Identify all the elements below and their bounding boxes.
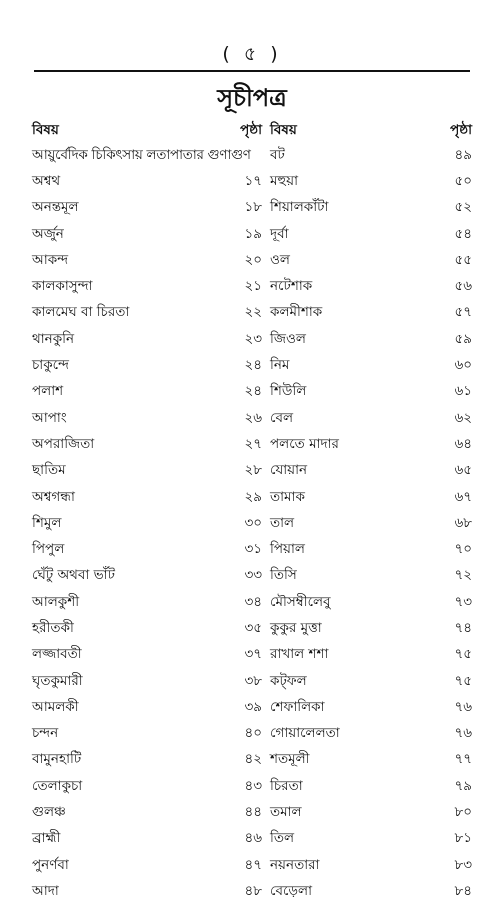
entry-name: অর্জুন <box>32 225 64 242</box>
entry-name: বেল <box>270 409 294 426</box>
entry-page: ৭৫ <box>454 672 472 689</box>
entry-name: তিসি <box>270 567 297 584</box>
entry-page: ২২ <box>244 304 262 321</box>
entry-name: আদা <box>32 882 59 899</box>
entry-page: ৪৬ <box>244 830 262 847</box>
entry-name: নিম <box>270 357 290 374</box>
entry-name: আপাং <box>32 409 67 426</box>
entry-page: ৭৫ <box>454 646 472 663</box>
header-rule <box>34 70 470 72</box>
right-column <box>270 118 472 905</box>
entry-name: পলতে মাদার <box>270 435 339 452</box>
entry-name: ব্রাহ্মী <box>32 830 61 847</box>
entry-page: ৩৭ <box>244 646 262 663</box>
entry-page: ২৭ <box>244 435 262 452</box>
entry-page: ২৪ <box>244 383 262 400</box>
contents-entry <box>32 589 264 615</box>
entry-page: ৪৩ <box>244 777 262 794</box>
entry-name: আমলকী <box>32 698 79 715</box>
entry-page: ৫৪ <box>454 225 472 242</box>
contents-entry <box>32 221 264 247</box>
entry-page: ৭৬ <box>454 725 472 742</box>
entry-page: ৩৩ <box>244 567 262 584</box>
contents-entry <box>270 379 472 405</box>
left-page-header: পৃষ্ঠা <box>240 121 262 138</box>
contents-entry <box>270 247 472 273</box>
entry-name: কালমেঘ বা চিরতা <box>32 304 130 321</box>
entry-name: কালকাসুন্দা <box>32 278 93 295</box>
entry-page: ৭২ <box>454 567 472 584</box>
entry-page: ৫৭ <box>454 304 472 321</box>
contents-entry <box>270 721 472 747</box>
contents-entry <box>32 352 264 378</box>
entry-page: ৩৪ <box>244 593 262 610</box>
entry-name: চন্দন <box>32 725 59 742</box>
right-subject-header: বিষয় <box>270 121 297 138</box>
contents-entry <box>32 878 264 904</box>
entry-page: ১৯ <box>244 225 262 242</box>
contents-entry <box>270 642 472 668</box>
entry-name: মৌসম্বীলেবু <box>270 593 331 610</box>
entry-name: জিওল <box>270 330 306 347</box>
entry-name: শিয়ালকাঁটা <box>270 199 329 216</box>
entry-page: ২৬ <box>244 409 262 426</box>
entry-page: ৭৬ <box>454 698 472 715</box>
entry-page: ৭৩ <box>454 593 472 610</box>
entry-name: নয়নতারা <box>270 856 320 873</box>
entry-name: আকন্দ <box>32 251 69 268</box>
contents-entry <box>32 458 264 484</box>
entry-page: ৪৪ <box>244 804 262 821</box>
entry-page: ৬২ <box>454 409 472 426</box>
contents-entry <box>270 431 472 457</box>
contents-entry <box>32 826 264 852</box>
entry-name: ঘেঁটু অথবা ভাঁট <box>32 567 115 584</box>
section-heading <box>32 142 264 168</box>
entry-name: পুনর্ণবা <box>32 856 69 873</box>
contents-entry <box>270 510 472 536</box>
contents-entry <box>270 773 472 799</box>
left-column <box>32 118 270 905</box>
contents-entry <box>32 694 264 720</box>
entry-page: ৩৯ <box>244 698 262 715</box>
contents-entry <box>270 852 472 878</box>
entry-name: তমাল <box>270 804 302 821</box>
entry-page: ২১ <box>244 278 262 295</box>
contents-entry <box>270 878 472 904</box>
entry-page: ৩৫ <box>244 619 262 636</box>
entry-name: পলাশ <box>32 383 64 400</box>
contents-entry <box>270 405 472 431</box>
entry-page: ২০ <box>244 251 262 268</box>
entry-name: পিপুল <box>32 541 65 558</box>
entry-page: ৬০ <box>454 357 472 374</box>
contents-entry <box>32 510 264 536</box>
entry-name: আলকুশী <box>32 593 80 610</box>
entry-name: পিয়াল <box>270 541 305 558</box>
contents-entry <box>270 273 472 299</box>
contents-entry <box>270 142 472 168</box>
entry-page: ৭৭ <box>454 751 472 768</box>
contents-entry <box>32 852 264 878</box>
entry-page: ৬৫ <box>454 462 472 479</box>
entry-name: কুকুর মুত্তা <box>270 619 322 636</box>
entry-name: তামাক <box>270 488 305 505</box>
entry-name: শিমুল <box>32 514 62 531</box>
contents-entry <box>270 615 472 641</box>
entry-name: রাখাল শশা <box>270 646 329 663</box>
contents-entry <box>270 826 472 852</box>
entry-name: শিউলি <box>270 383 307 400</box>
entry-page: ২৩ <box>244 330 262 347</box>
contents-entry <box>270 326 472 352</box>
entry-name: হরীতকী <box>32 619 74 636</box>
entry-page: ৫২ <box>454 199 472 216</box>
entry-page: ১৭ <box>244 172 262 189</box>
contents-entry <box>32 563 264 589</box>
entry-page: ৪৭ <box>244 856 262 873</box>
entry-page: ৬১ <box>454 383 472 400</box>
contents-entry <box>32 431 264 457</box>
entry-page: ৬৮ <box>454 514 472 531</box>
entry-page: ৬৪ <box>454 435 472 452</box>
entry-name: কট্‌ফল <box>270 672 307 689</box>
contents-entry <box>32 326 264 352</box>
contents-entry <box>270 668 472 694</box>
contents-entry <box>270 694 472 720</box>
contents-entry <box>32 721 264 747</box>
entry-page: ৭৪ <box>454 619 472 636</box>
entry-page: ৮৩ <box>454 856 472 873</box>
right-column-header <box>270 118 472 142</box>
entry-name: বট <box>270 146 285 163</box>
contents-entry <box>270 195 472 221</box>
entry-name: লজ্জাবতী <box>32 646 82 663</box>
contents-entry <box>270 484 472 510</box>
contents-entry <box>32 168 264 194</box>
contents-entry <box>32 273 264 299</box>
entry-name: বামুনহাটি <box>32 751 82 768</box>
section-heading-text: আয়ুর্বেদিক চিকিৎসায় লতাপাতার গুণাগুণ <box>32 146 251 163</box>
contents-entry <box>32 668 264 694</box>
entry-page: ৭০ <box>454 541 472 558</box>
contents-entry <box>270 563 472 589</box>
entry-page: ২৯ <box>244 488 262 505</box>
page-number: ( ৫ ) <box>222 43 282 65</box>
contents-entry <box>32 773 264 799</box>
contents-entry <box>270 300 472 326</box>
contents-entry <box>270 168 472 194</box>
entry-page: ৬৭ <box>454 488 472 505</box>
entry-name: গোয়ালেলতা <box>270 725 340 742</box>
contents-entry <box>270 589 472 615</box>
entry-page: ৮১ <box>454 830 472 847</box>
entry-name: মহুয়া <box>270 172 298 189</box>
entry-name: অশ্বগন্ধা <box>32 488 75 505</box>
entry-name: দূর্বা <box>270 225 289 242</box>
entry-page: ৩০ <box>244 514 262 531</box>
contents-entry <box>32 195 264 221</box>
entry-page: ৫৬ <box>454 278 472 295</box>
contents-entry <box>32 379 264 405</box>
left-column-header <box>32 118 264 142</box>
contents-entry <box>270 458 472 484</box>
contents-entry <box>32 615 264 641</box>
entry-page: ২৪ <box>244 357 262 374</box>
entry-name: শেফালিকা <box>270 698 325 715</box>
entry-page: ৪০ <box>244 725 262 742</box>
entry-name: চাকুন্দে <box>32 357 69 374</box>
contents-columns <box>32 118 472 905</box>
entry-page: ৪২ <box>244 751 262 768</box>
entry-page: ৮৪ <box>454 882 472 899</box>
entry-name: ঘৃতকুমারী <box>32 672 83 689</box>
entry-page: ৮০ <box>454 804 472 821</box>
contents-entry <box>32 247 264 273</box>
entry-page: ৪৮ <box>244 882 262 899</box>
contents-entry <box>270 536 472 562</box>
contents-entry <box>32 536 264 562</box>
entry-page: ৫০ <box>454 172 472 189</box>
entry-page: ৪৯ <box>454 146 472 163</box>
contents-entry <box>270 221 472 247</box>
entry-name: তিল <box>270 830 295 847</box>
entry-page: ৩১ <box>244 541 262 558</box>
entry-name: অশ্বথ <box>32 172 61 189</box>
left-subject-header: বিষয় <box>32 121 59 138</box>
entry-name: তাল <box>270 514 295 531</box>
entry-name: শতমূলী <box>270 751 310 768</box>
entry-name: ছাতিম <box>32 462 66 479</box>
entry-name: গুলঞ্চ <box>32 804 66 821</box>
contents-entry <box>32 300 264 326</box>
entry-name: তেলাকুচা <box>32 777 83 794</box>
entry-name: বেড়েলা <box>270 882 313 899</box>
contents-entry <box>32 405 264 431</box>
page-title: সূচীপত্র <box>217 84 287 112</box>
entry-name: কলমীশাক <box>270 304 323 321</box>
right-page-header: পৃষ্ঠা <box>450 121 472 138</box>
contents-entry <box>270 352 472 378</box>
entry-page: ৭৯ <box>454 777 472 794</box>
contents-entry <box>32 799 264 825</box>
entry-name: যোয়ান <box>270 462 308 479</box>
contents-entry <box>270 799 472 825</box>
contents-entry <box>32 747 264 773</box>
entry-page: ১৮ <box>244 199 262 216</box>
contents-entry <box>32 642 264 668</box>
entry-page: ৩৮ <box>244 672 262 689</box>
contents-entry <box>270 747 472 773</box>
entry-name: অনন্তমূল <box>32 199 79 216</box>
contents-entry <box>32 484 264 510</box>
entry-name: চিরতা <box>270 777 303 794</box>
entry-page: ৫৫ <box>454 251 472 268</box>
entry-name: থানকুনি <box>32 330 75 347</box>
entry-name: নটেশাক <box>270 278 313 295</box>
entry-page: ৫৯ <box>454 330 472 347</box>
entry-name: অপরাজিতা <box>32 435 95 452</box>
entry-name: ওল <box>270 251 290 268</box>
entry-page: ২৮ <box>244 462 262 479</box>
